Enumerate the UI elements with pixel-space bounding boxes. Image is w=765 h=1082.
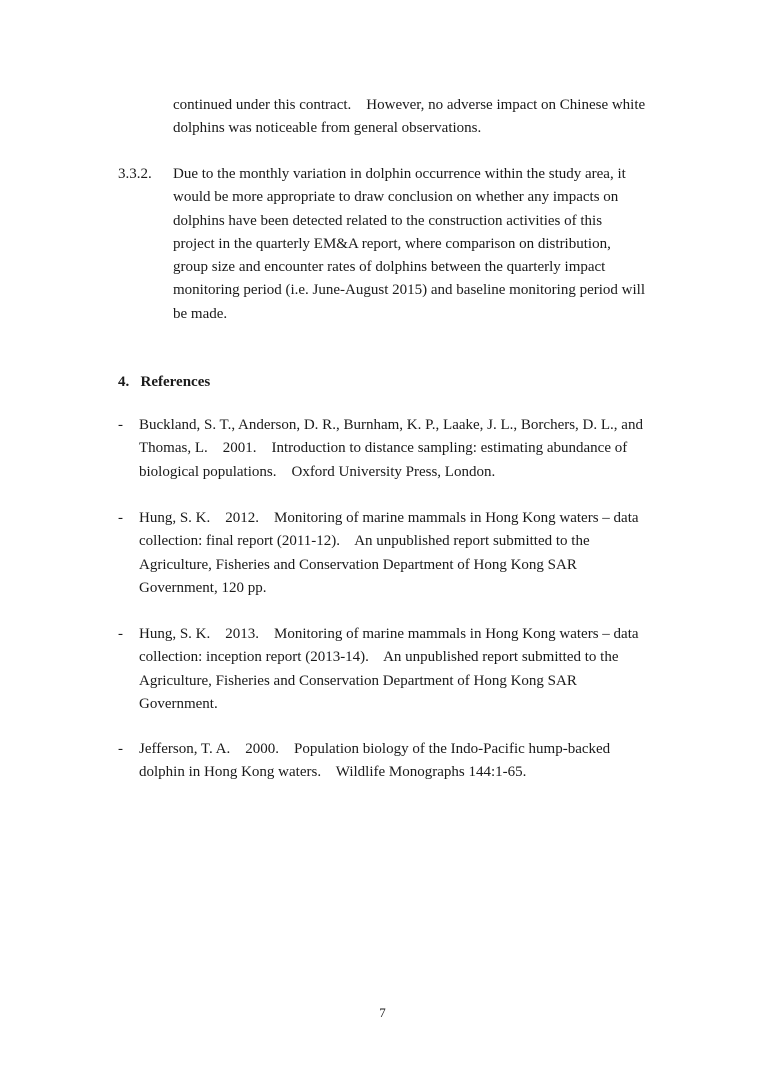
reference-item xyxy=(118,738,678,831)
reference-bullet: - xyxy=(118,417,123,433)
reference-text: Buckland, S. T., Anderson, D. R., Burnham, K. P., Laake, J. L., Borchers, D. L., and Thomas, L. 2001. Introduction to distance sampling: estimating abundance of biological populations. Oxford University Press, London. xyxy=(139,417,643,480)
reference-item xyxy=(118,623,678,716)
reference-bullet: - xyxy=(118,626,123,642)
reference-text: Hung, S. K. 2012. Monitoring of marine mammals in Hong Kong waters – data collection: final report (2011-12). An unpublished report submitted to the Agriculture, Fisheries and Conservation Department of Hong Kong SAR Government, 120 pp. xyxy=(139,510,639,596)
reference-text: Jefferson, T. A. 2000. Population biology of the Indo-Pacific hump-backed dolphin in Hong Kong waters. Wildlife Monographs 144:1-65. xyxy=(139,741,611,781)
section-3-3-2 xyxy=(118,163,678,322)
reference-bullet: - xyxy=(118,510,123,526)
reference-item xyxy=(118,507,678,600)
page-number: 7 xyxy=(379,1005,386,1020)
continued-paragraph: continued under this contract. However, no adverse impact on Chinese white dolphins was noticeable from general observations. xyxy=(173,97,646,137)
reference-item xyxy=(118,414,678,507)
section-paragraph: Due to the monthly variation in dolphin occurrence within the study area, it would be more appropriate to draw conclusion on whether any impacts on dolphins have been detected related to the construction activities of this project in the quarterly EM&A report, where comparison on distribution, group size and encounter rates of dolphins between the quarterly impact monitoring period (i.e. June-August 2015) and baseline monitoring period will be made. xyxy=(173,166,646,322)
references-heading: 4. References xyxy=(118,374,211,390)
reference-text: Hung, S. K. 2013. Monitoring of marine mammals in Hong Kong waters – data collection: inception report (2013-14). An unpublished report submitted to the Agriculture, Fisheries and Conservation Department of Hong Kong SAR Government. xyxy=(139,626,639,712)
reference-bullet: - xyxy=(118,741,123,757)
section-number: 3.3.2. xyxy=(118,166,152,182)
